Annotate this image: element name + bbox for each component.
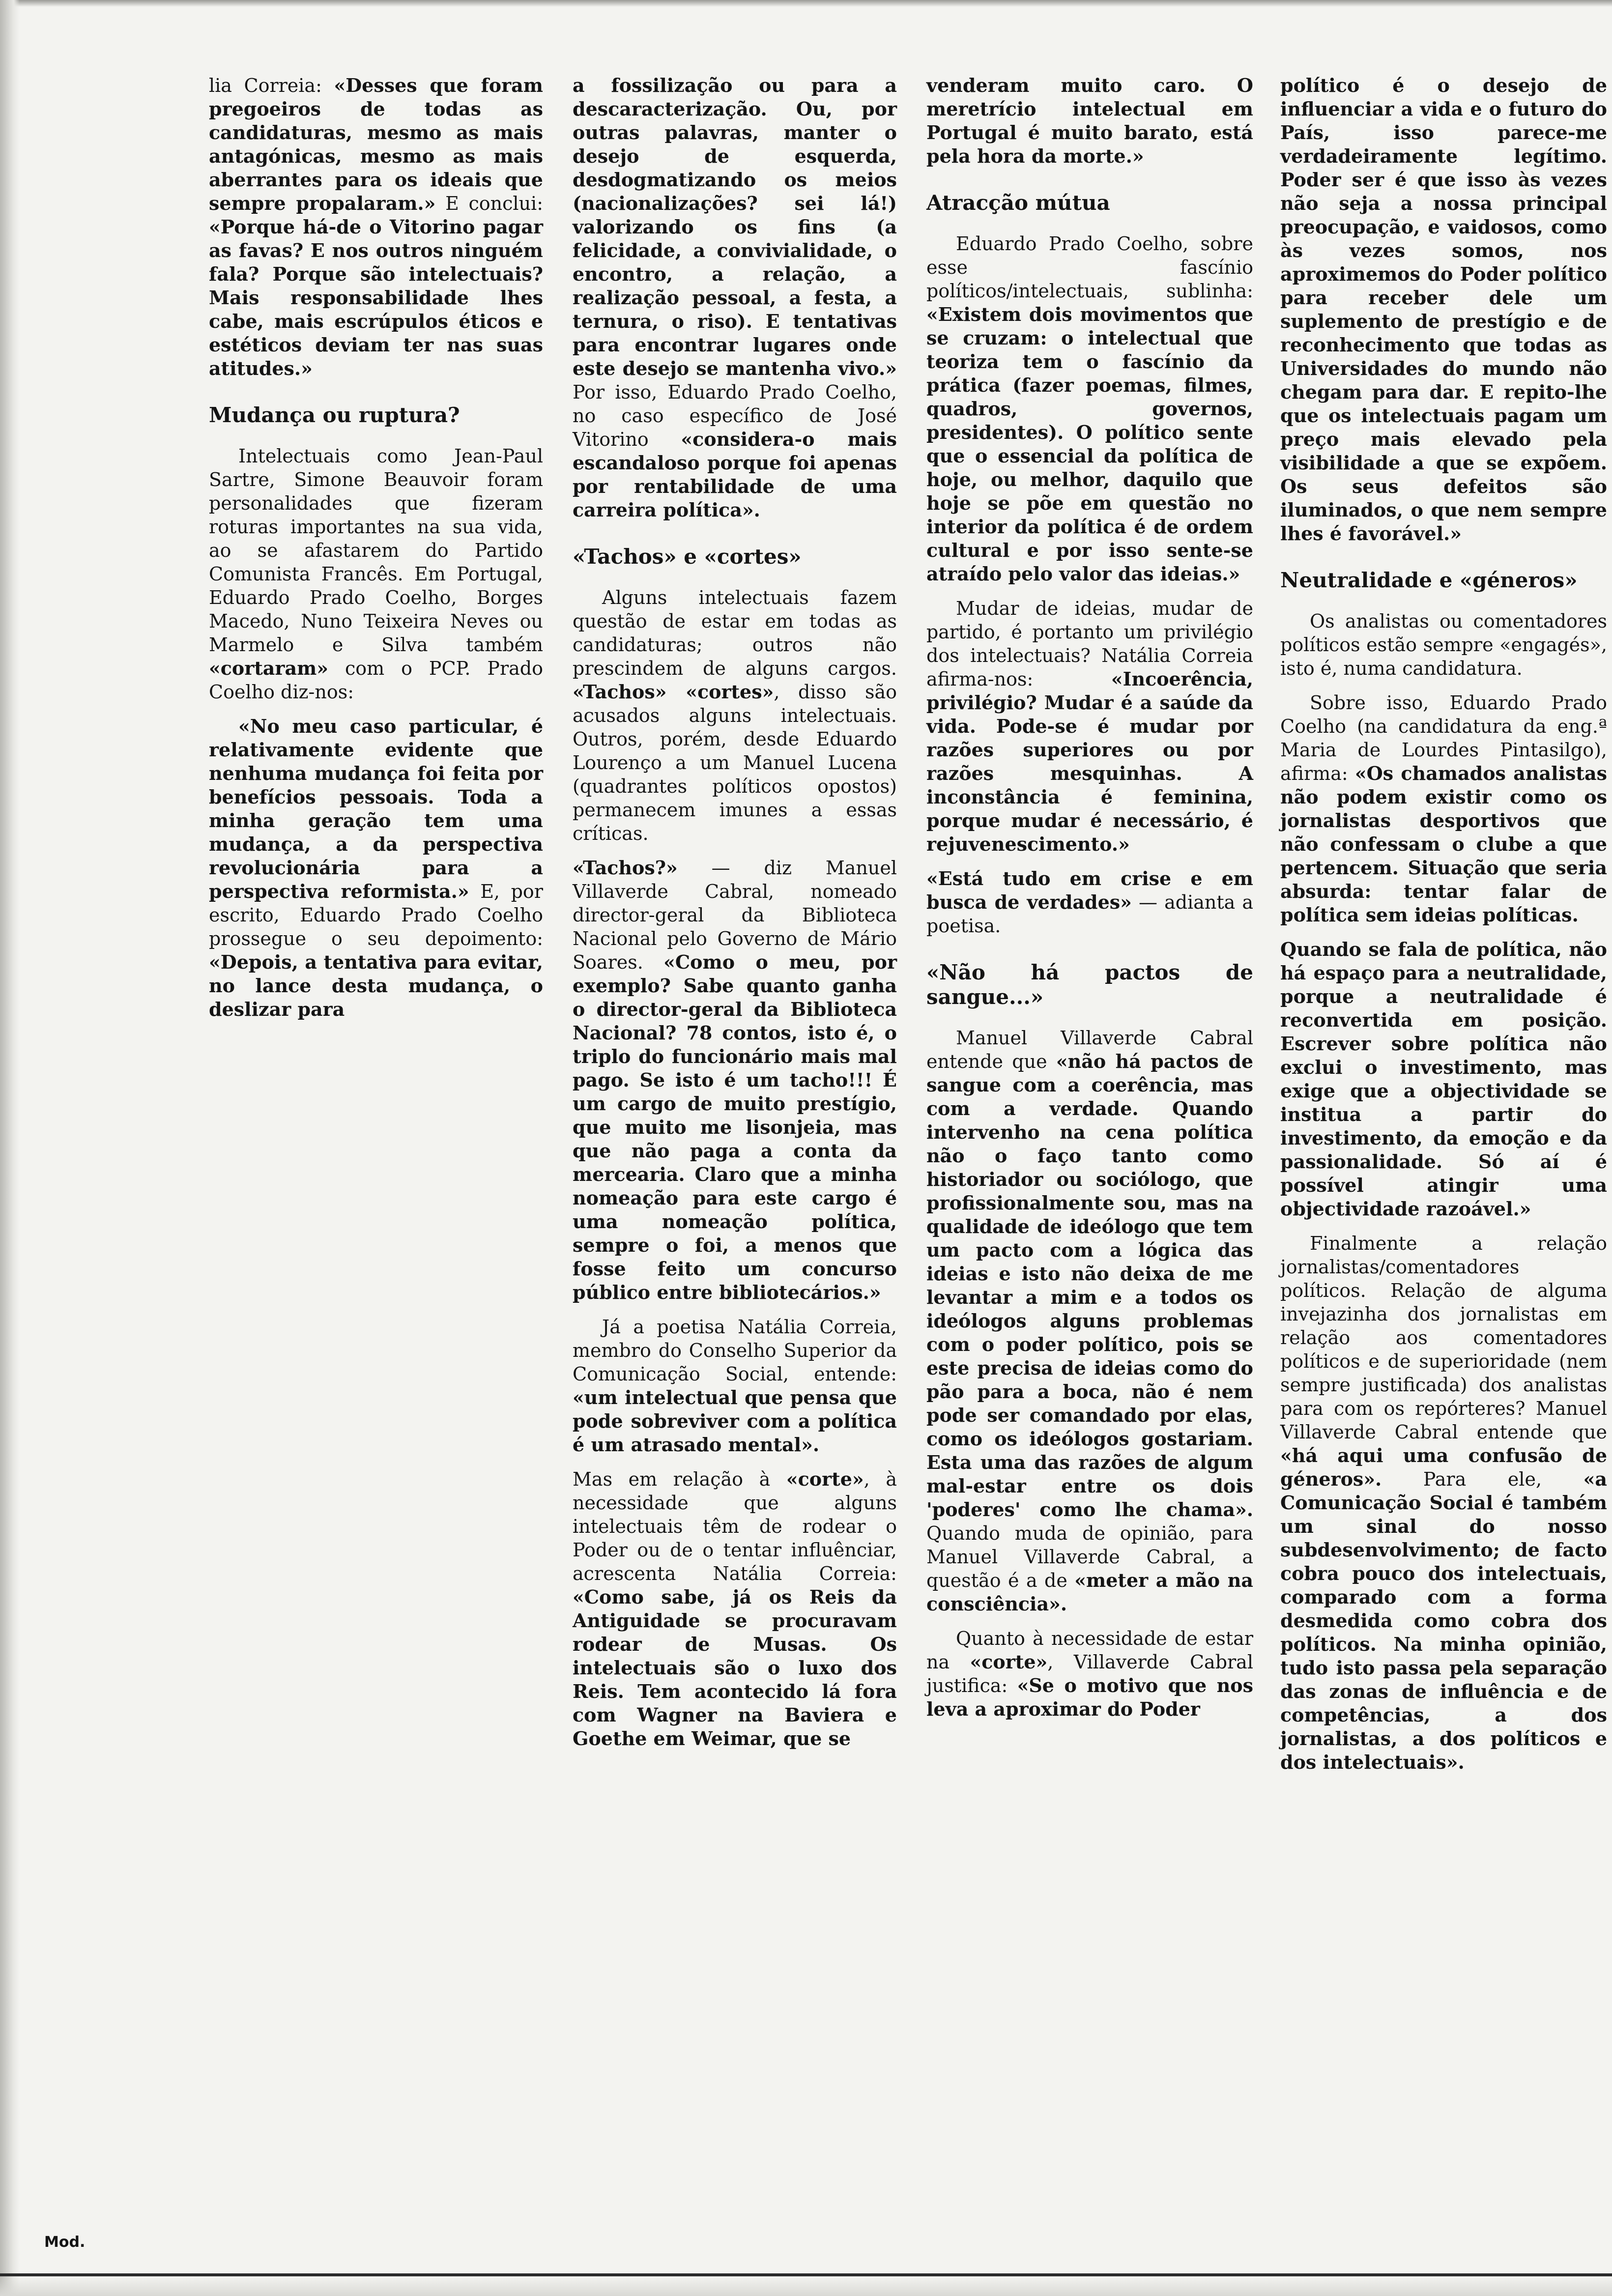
page-left-edge	[0, 0, 20, 2296]
page-top-edge	[0, 0, 1612, 7]
quoted-text: «No meu caso particular, é relativamente evidente que nenhuma mudança foi feita por benefícios pessoais. Toda a minha geração tem uma mudança, a da perspectiva revolucionária para a perspectiva reformista.»	[209, 715, 543, 902]
form-model-label: Mod.	[44, 2234, 86, 2251]
quoted-text: «Como o meu, por exemplo? Sabe quanto ganha o director-geral da Biblioteca Nacional? 78 contos, isto é, o triplo do funcionário mais mal pago. Se isto é um tacho!!! É um cargo de muito prestígio, que muito me lisonjeia, mas que não paga a conta da mercearia. Claro que a minha nomeação para este cargo é uma nomeação política, sempre o foi, a menos que fosse feito um concurso público entre bibliotecários.»	[573, 951, 897, 1303]
body-text: lia Correia:	[209, 75, 334, 96]
article-paragraph	[1280, 609, 1607, 680]
article-paragraph	[926, 1026, 1253, 1616]
body-text: — adianta a poetisa.	[926, 891, 1253, 937]
article-paragraph	[209, 715, 543, 1021]
article-paragraph	[573, 74, 897, 522]
body-text: , Villaverde Cabral justifica:	[926, 1651, 1253, 1696]
quoted-text: «Os chamados analistas não podem existir como os jornalistas desportivos que não confessam o clube a que pertencem. Situação que seria absurda: tentar falar de política sem ideias políticas.	[1280, 762, 1607, 926]
article-paragraph	[926, 74, 1253, 168]
article-paragraph	[209, 444, 543, 704]
quoted-text: «corte»	[786, 1468, 864, 1490]
article-paragraph	[573, 1467, 897, 1751]
quoted-text: «Desses que foram pregoeiros de todas as candidaturas, mesmo as mais antagónicas, mesmo as mais aberrantes para os ideais que sempre propalaram.»	[209, 74, 543, 214]
body-text: Por isso, Eduardo Prado Coelho, no caso específico de José Vitorino	[573, 381, 897, 450]
article-paragraph	[1280, 74, 1607, 545]
quoted-text: «Está tudo em crise e em busca de verdades»	[926, 867, 1253, 913]
body-text: — diz Manuel Villaverde Cabral, nomeado director-geral da Biblioteca Nacional pelo Governo de Mário Soares.	[573, 857, 897, 973]
body-text: Intelectuais como Jean-Paul Sartre, Simone Beauvoir foram personalidades que fizeram roturas importantes na sua vida, ao se afastarem do Partido Comunista Francês. Em Portugal, Eduardo Prado Coelho, Borges Macedo, Nuno Teixeira Neves ou Marmelo e Silva também	[209, 445, 543, 656]
quoted-text: «não há pactos de sangue com a coerência, mas com a verdade. Quando intervenho na cena política não o faço tanto como historiador ou sociólogo, que profissionalmente sou, mas na qualidade de ideólogo que tem um pacto com a lógica das ideias e isto não deixa de me levantar a mim e a todos os ideólogos alguns problemas com o poder político, pois se este precisa de ideias como do pão para a boca, não é nem pode ser comandado por elas, como os ideólogos gostariam. Esta uma das razões de algum mal-estar entre os dois 'poderes' como lhe chama».	[926, 1050, 1254, 1521]
body-text: Finalmente a relação jornalistas/comentadores políticos. Relação de alguma invejazinha dos jornalistas em relação aos comentadores políticos e de superioridade (nem sempre justificada) dos analistas para com os repórteres? Manuel Villaverde Cabral entende que	[1280, 1233, 1607, 1443]
body-text: Quanto à necessidade de estar na	[926, 1628, 1253, 1673]
page-bottom-edge	[0, 2273, 1612, 2296]
quoted-text: «cortaram»	[209, 657, 329, 679]
article-paragraph	[1280, 691, 1607, 927]
quoted-text: «Depois, a tentativa para evitar, no lance desta mudança, o deslizar para	[209, 951, 543, 1020]
quoted-text: político é o desejo de influenciar a vida e o futuro do País, isso parece-me verdadeiramente legítimo. Poder ser é que isso às vezes não seja a nossa principal preocupação, e vaidosos, como às vezes somos, nos aproximemos do Poder político para receber dele um suplemento de prestígio e de reconhecimento que todas as Universidades do mundo não chegam para dar. E repito-lhe que os intelectuais pagam um preço mais elevado pela visibilidade a que se expõem. Os seus defeitos são iluminados, o que nem sempre lhes é favorável.»	[1280, 74, 1607, 545]
section-heading: Atracção mútua	[926, 191, 1110, 215]
article-column-2	[573, 74, 897, 1761]
body-text: Sobre isso, Eduardo Prado Coelho (na candidatura da eng.ª Maria de Lourdes Pintasilgo), afirma:	[1280, 692, 1607, 784]
body-text: E, por escrito, Eduardo Prado Coelho prossegue o seu depoimento:	[209, 881, 543, 949]
quoted-text: «meter a mão na consciência».	[926, 1569, 1253, 1615]
section-heading: «Tachos» e «cortes»	[573, 545, 802, 569]
article-paragraph	[926, 1627, 1253, 1721]
quoted-text: venderam muito caro. O meretrício intelectual em Portugal é muito barato, está pela hora da morte.»	[926, 74, 1253, 167]
article-paragraph	[926, 867, 1253, 938]
body-text: Os analistas ou comentadores políticos estão sempre «engagés», isto é, numa candidatura.	[1280, 610, 1607, 679]
quoted-text: «há aqui uma confusão de géneros».	[1280, 1444, 1607, 1490]
body-text: Eduardo Prado Coelho, sobre esse fascínio políticos/intelectuais, sublinha:	[926, 233, 1253, 302]
quoted-text: «Como sabe, já os Reis da Antiguidade se procuravam rodear de Musas. Os intelectuais são o luxo dos Reis. Tem acontecido lá fora com Wagner na Baviera e Goethe em Weimar, que se	[573, 1586, 897, 1750]
body-text: Alguns intelectuais fazem questão de estar em todas as candidaturas; outros não prescindem de alguns cargos.	[573, 587, 897, 679]
section-heading: Neutralidade e «géneros»	[1280, 568, 1578, 592]
quoted-text: «Se o motivo que nos leva a aproximar do Poder	[926, 1674, 1253, 1720]
article-column-4	[1280, 74, 1607, 1785]
quoted-text: «Existem dois movimentos que se cruzam: o intelectual que teoriza tem o fascínio da prática (fazer poemas, filmes, quadros, governos, presidentes). O político sente que o essencial da política de hoje, ou melhor, daquilo que hoje se põe em questão no interior da política é de ordem cultural e por isso sente-se atraído pelo valor das ideias.»	[926, 303, 1253, 585]
article-paragraph	[573, 586, 897, 845]
body-text: Já a poetisa Natália Correia, membro do Conselho Superior da Comunicação Social, entende:	[573, 1316, 897, 1385]
body-text: , disso são acusados alguns intelectuais. Outros, porém, desde Eduardo Lourenço a um Manuel Lucena (quadrantes políticos opostos) permanecem imunes a essas críticas.	[573, 681, 897, 844]
body-text: Mudar de ideias, mudar de partido, é portanto um privilégio dos intelectuais? Natália Correia afirma-nos:	[926, 598, 1253, 690]
body-text: com o PCP. Prado Coelho diz-nos:	[209, 658, 543, 703]
article-paragraph	[1280, 938, 1607, 1221]
article-paragraph	[209, 74, 543, 380]
quoted-text: «Porque há-de o Vitorino pagar as favas? E nos outros ninguém fala? Porque são intelectuais? Mais responsabilidade lhes cabe, mais escrúpulos éticos e estéticos deviam ter nas suas atitudes.»	[209, 216, 543, 379]
body-text: , à necessidade que alguns intelectuais têm de rodear o Poder ou de o tentar influênciar, acrescenta Natália Correia:	[573, 1468, 897, 1584]
quoted-text: «Tachos» «cortes»	[573, 681, 774, 703]
body-text: Para ele,	[1382, 1468, 1583, 1490]
quoted-text: «a Comunicação Social é também um sinal do nosso subdesenvolvimento; de facto cobra pouco dos intelectuais, comparado com a forma desmedida como cobra dos políticos. Na minha opinião, tudo isto passa pela separação das zonas de influência e de competências, a dos jornalistas, a dos políticos e dos intelectuais».	[1280, 1468, 1607, 1773]
body-text: E conclui:	[435, 193, 544, 214]
section-heading: «Não há pactos de sangue...»	[926, 960, 1253, 1009]
body-text: Mas em relação à	[573, 1468, 786, 1490]
quoted-text: «Tachos?»	[573, 857, 678, 879]
article-paragraph	[926, 232, 1253, 586]
article-paragraph	[573, 856, 897, 1304]
article-paragraph	[573, 1315, 897, 1457]
section-heading: Mudança ou ruptura?	[209, 403, 460, 427]
article-column-1	[209, 74, 543, 1032]
article-paragraph	[1280, 1232, 1607, 1774]
article-paragraph	[926, 597, 1253, 856]
quoted-text: a fossilização ou para a descaracterização. Ou, por outras palavras, manter o desejo de esquerda, desdogmatizando os meios (nacionalizações? sei lá!) valorizando os fins (a felicidade, a convivialidade, o encontro, a relação, a realização pessoal, a festa, a ternura, o riso). E tentativas para encontrar lugares onde este desejo se mantenha vivo.»	[573, 74, 897, 379]
quoted-text: «considera-o mais escandaloso porque foi apenas por rentabilidade de uma carreira política».	[573, 428, 897, 521]
article-column-3	[926, 74, 1253, 1732]
quoted-text: «um intelectual que pensa que pode sobreviver com a política é um atrasado mental».	[573, 1386, 897, 1456]
body-text: Quando muda de opinião, para Manuel Villaverde Cabral, a questão é a de	[926, 1522, 1253, 1591]
quoted-text: Quando se fala de política, não há espaço para a neutralidade, porque a neutralidade é reconvertida em posição. Escrever sobre política não exclui o investimento, mas exige que a objectividade se institua a partir do investimento, da emoção e da passionalidade. Só aí é possível atingir uma objectividade razoável.»	[1280, 938, 1607, 1220]
body-text: Manuel Villaverde Cabral entende que	[926, 1027, 1253, 1072]
quoted-text: «Incoerência, privilégio? Mudar é a saúde da vida. Pode-se é mudar por razões superiores ou por razões mesquinhas. A inconstância é feminina, porque mudar é necessário, é rejuvenescimento.»	[926, 668, 1253, 855]
quoted-text: «corte»	[970, 1651, 1048, 1673]
